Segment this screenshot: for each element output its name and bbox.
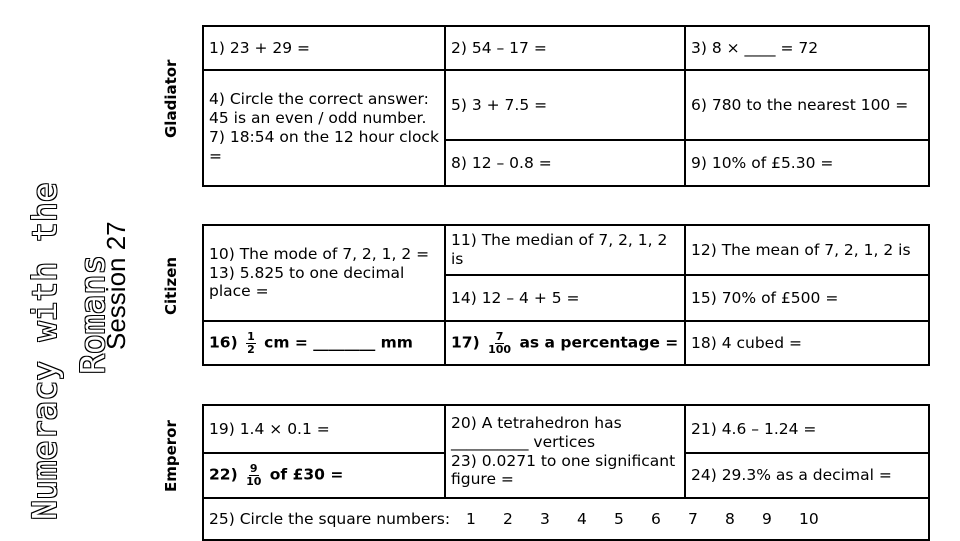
question-22: 22) $\frac{9}{10}$ of £30 = xyxy=(203,453,445,498)
question-12: 12) The mean of 7, 2, 1, 2 is xyxy=(685,225,929,275)
title-line-1: Numeracy with the xyxy=(25,182,64,520)
fraction-nine-tenths: $\frac{9}{10}$ xyxy=(246,462,262,488)
square-number-option[interactable]: 9 xyxy=(762,509,772,528)
square-number-option[interactable]: 10 xyxy=(799,509,819,528)
question-11: 11) The median of 7, 2, 1, 2 is xyxy=(445,225,685,275)
level-gladiator: Gladiator xyxy=(162,59,180,138)
question-16: 16) $\frac{1}{2}$ cm = ________ mm xyxy=(203,321,445,365)
question-6: 6) 780 to the nearest 100 = xyxy=(685,70,929,140)
emperor-grid xyxy=(202,404,930,541)
square-number-option[interactable]: 4 xyxy=(577,509,587,528)
question-24: 24) 29.3% as a decimal = xyxy=(685,453,929,498)
question-2: 2) 54 – 17 = xyxy=(445,26,685,70)
question-9: 9) 10% of £5.30 = xyxy=(685,140,929,186)
square-number-option[interactable]: 2 xyxy=(503,509,513,528)
question-10-13-cell xyxy=(203,225,445,321)
question-1: 1) 23 + 29 = xyxy=(203,26,445,70)
question-7: 7) 18:54 on the 12 hour clock = xyxy=(209,128,439,165)
square-number-option[interactable]: 8 xyxy=(725,509,735,528)
square-number-option[interactable]: 5 xyxy=(614,509,624,528)
question-23: 23) 0.0271 to one significant figure = xyxy=(451,451,676,489)
question-20: 20) A tetrahedron has __________ vertices xyxy=(451,413,622,451)
fraction-seven-hundredths: $\frac{7}{100}$ xyxy=(488,329,512,356)
question-20-23-cell xyxy=(445,405,685,498)
question-25: 25) Circle the square numbers: 1 2 3 4 5 6 7 8 9 10 xyxy=(203,498,929,540)
gladiator-grid xyxy=(202,25,930,187)
level-emperor: Emperor xyxy=(162,420,180,492)
question-3: 3) 8 × ____ = 72 xyxy=(685,26,929,70)
square-number-option[interactable]: 6 xyxy=(651,509,661,528)
question-8: 8) 12 – 0.8 = xyxy=(445,140,685,186)
question-18: 18) 4 cubed = xyxy=(685,321,929,365)
title-session: Session 27 xyxy=(101,221,131,350)
question-17: 17) $\frac{7}{100}$ as a percentage = xyxy=(445,321,685,365)
question-4: 4) Circle the correct answer: 45 is an even / odd number. xyxy=(209,90,429,128)
square-number-option[interactable]: 3 xyxy=(540,509,550,528)
citizen-grid xyxy=(202,224,930,366)
question-13: 13) 5.825 to one decimal place = xyxy=(209,263,405,301)
square-number-option[interactable]: 1 xyxy=(466,509,476,528)
question-5: 5) 3 + 7.5 = xyxy=(445,70,685,140)
question-4-7-cell xyxy=(203,70,445,186)
question-14: 14) 12 – 4 + 5 = xyxy=(445,275,685,321)
question-15: 15) 70% of £500 = xyxy=(685,275,929,321)
question-19: 19) 1.4 × 0.1 = xyxy=(203,405,445,453)
title-line-2: Romans xyxy=(73,254,112,374)
question-10: 10) The mode of 7, 2, 1, 2 = xyxy=(209,244,430,263)
level-citizen: Citizen xyxy=(162,256,180,315)
square-number-option[interactable]: 7 xyxy=(688,509,698,528)
fraction-one-half: $\frac{1}{2}$ xyxy=(247,329,255,356)
question-21: 21) 4.6 – 1.24 = xyxy=(685,405,929,453)
